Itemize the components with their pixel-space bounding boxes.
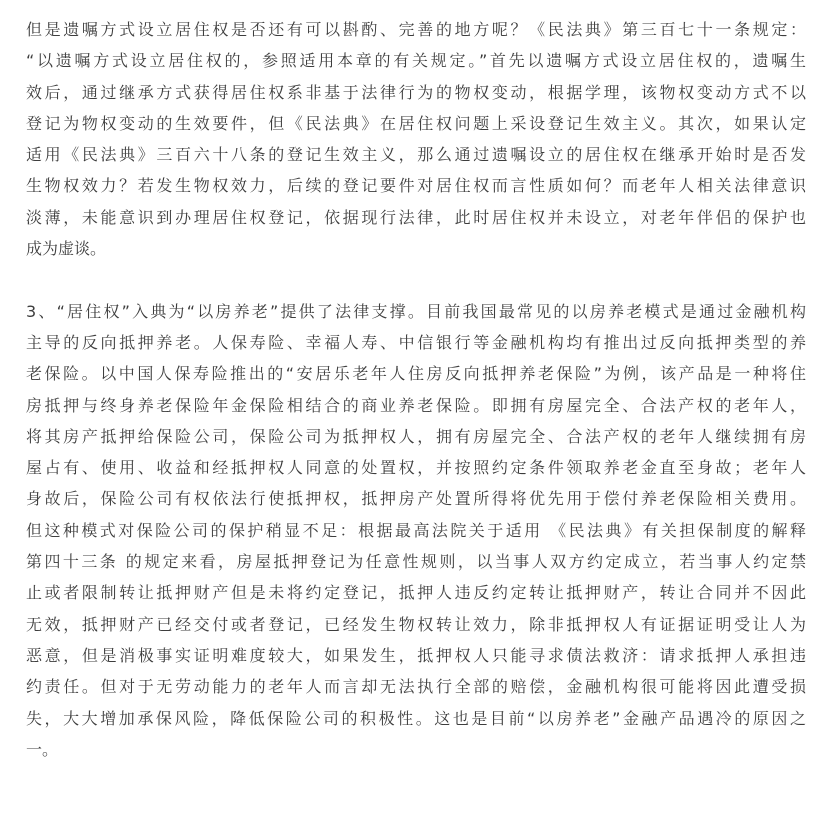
text-line: 老保险。以中国人保寿险推出的“安居乐老年人住房反向抵押养老保险”为例，该产品是一种将住 [26,364,806,384]
text-line: “以遗嘱方式设立居住权的，参照适用本章的有关规定。”首先以遗嘱方式设立居住权的，遗嘱生 [26,51,806,71]
text-line: 但这种模式对保险公司的保护稍显不足：根据最高法院关于适用 《民法典》有关担保制度的解释 [26,520,806,540]
text-line: 生物权效力？若发生物权效力，后续的登记要件对居住权而言性质如何？而老年人相关法律意识 [26,176,806,196]
text-line: 效后，通过继承方式获得居住权系非基于法律行为的物权变动，根据学理，该物权变动方式不以 [26,82,806,102]
text-line: 主导的反向抵押养老。人保寿险、幸福人寿、中信银行等金融机构均有推出过反向抵押类型的养 [26,332,806,352]
text-line: 适用《民法典》三百六十八条的登记生效主义，那么通过遗嘱设立的居住权在继承开始时是否发 [26,145,806,165]
text-line: 第四十三条 的规定来看，房屋抵押登记为任意性规则，以当事人双方约定成立，若当事人约定禁 [26,552,806,572]
text-line: 淡薄，未能意识到办理居住权登记，依据现行法律，此时居住权并未设立，对老年伴侣的保护也 [26,207,806,227]
text-line: 3、“居住权”入典为“以房养老”提供了法律支撑。目前我国最常见的以房养老模式是通过金融机构 [26,301,806,321]
paragraph-will-residence-right [26,14,806,264]
text-line: 一。 [26,739,59,759]
text-line: 止或者限制转让抵押财产但是未将约定登记，抵押人违反约定转让抵押财产，转让合同并不因此 [26,583,806,603]
text-line: 登记为物权变动的生效要件，但《民法典》在居住权问题上采设登记生效主义。其次，如果认定 [26,113,806,133]
text-line: 无效，抵押财产已经交付或者登记，已经发生物权转让效力，除非抵押权人有证据证明受让人为 [26,614,806,634]
text-line: 房抵押与终身养老保险年金保险相结合的商业养老保险。即拥有房屋完全、合法产权的老年人， [26,395,806,415]
text-line: 约责任。但对于无劳动能力的老年人而言却无法执行全部的赔偿，金融机构很可能将因此遭受损 [26,677,806,697]
text-line: 失，大大增加承保风险，降低保险公司的积极性。这也是目前“以房养老”金融产品遇冷的原因之 [26,708,806,728]
text-line: 成为虚谈。 [26,239,107,259]
text-line: 将其房产抵押给保险公司，保险公司为抵押权人，拥有房屋完全、合法产权的老年人继续拥有房 [26,426,806,446]
text-line: 恶意，但是消极事实证明难度较大，如果发生，抵押权人只能寻求债法救济：请求抵押人承担违 [26,645,806,665]
text-line: 但是遗嘱方式设立居住权是否还有可以斟酌、完善的地方呢？《民法典》第三百七十一条规定： [26,20,806,39]
paragraph-spacer [26,264,806,295]
text-line: 身故后，保险公司有权依法行使抵押权，抵押房产处置所得将优先用于偿付养老保险相关费用。 [26,489,806,509]
article-body [26,14,806,765]
text-line: 屋占有、使用、收益和经抵押权人同意的处置权，并按照约定条件领取养老金直至身故；老年人 [26,458,806,478]
paragraph-reverse-mortgage [26,296,806,765]
